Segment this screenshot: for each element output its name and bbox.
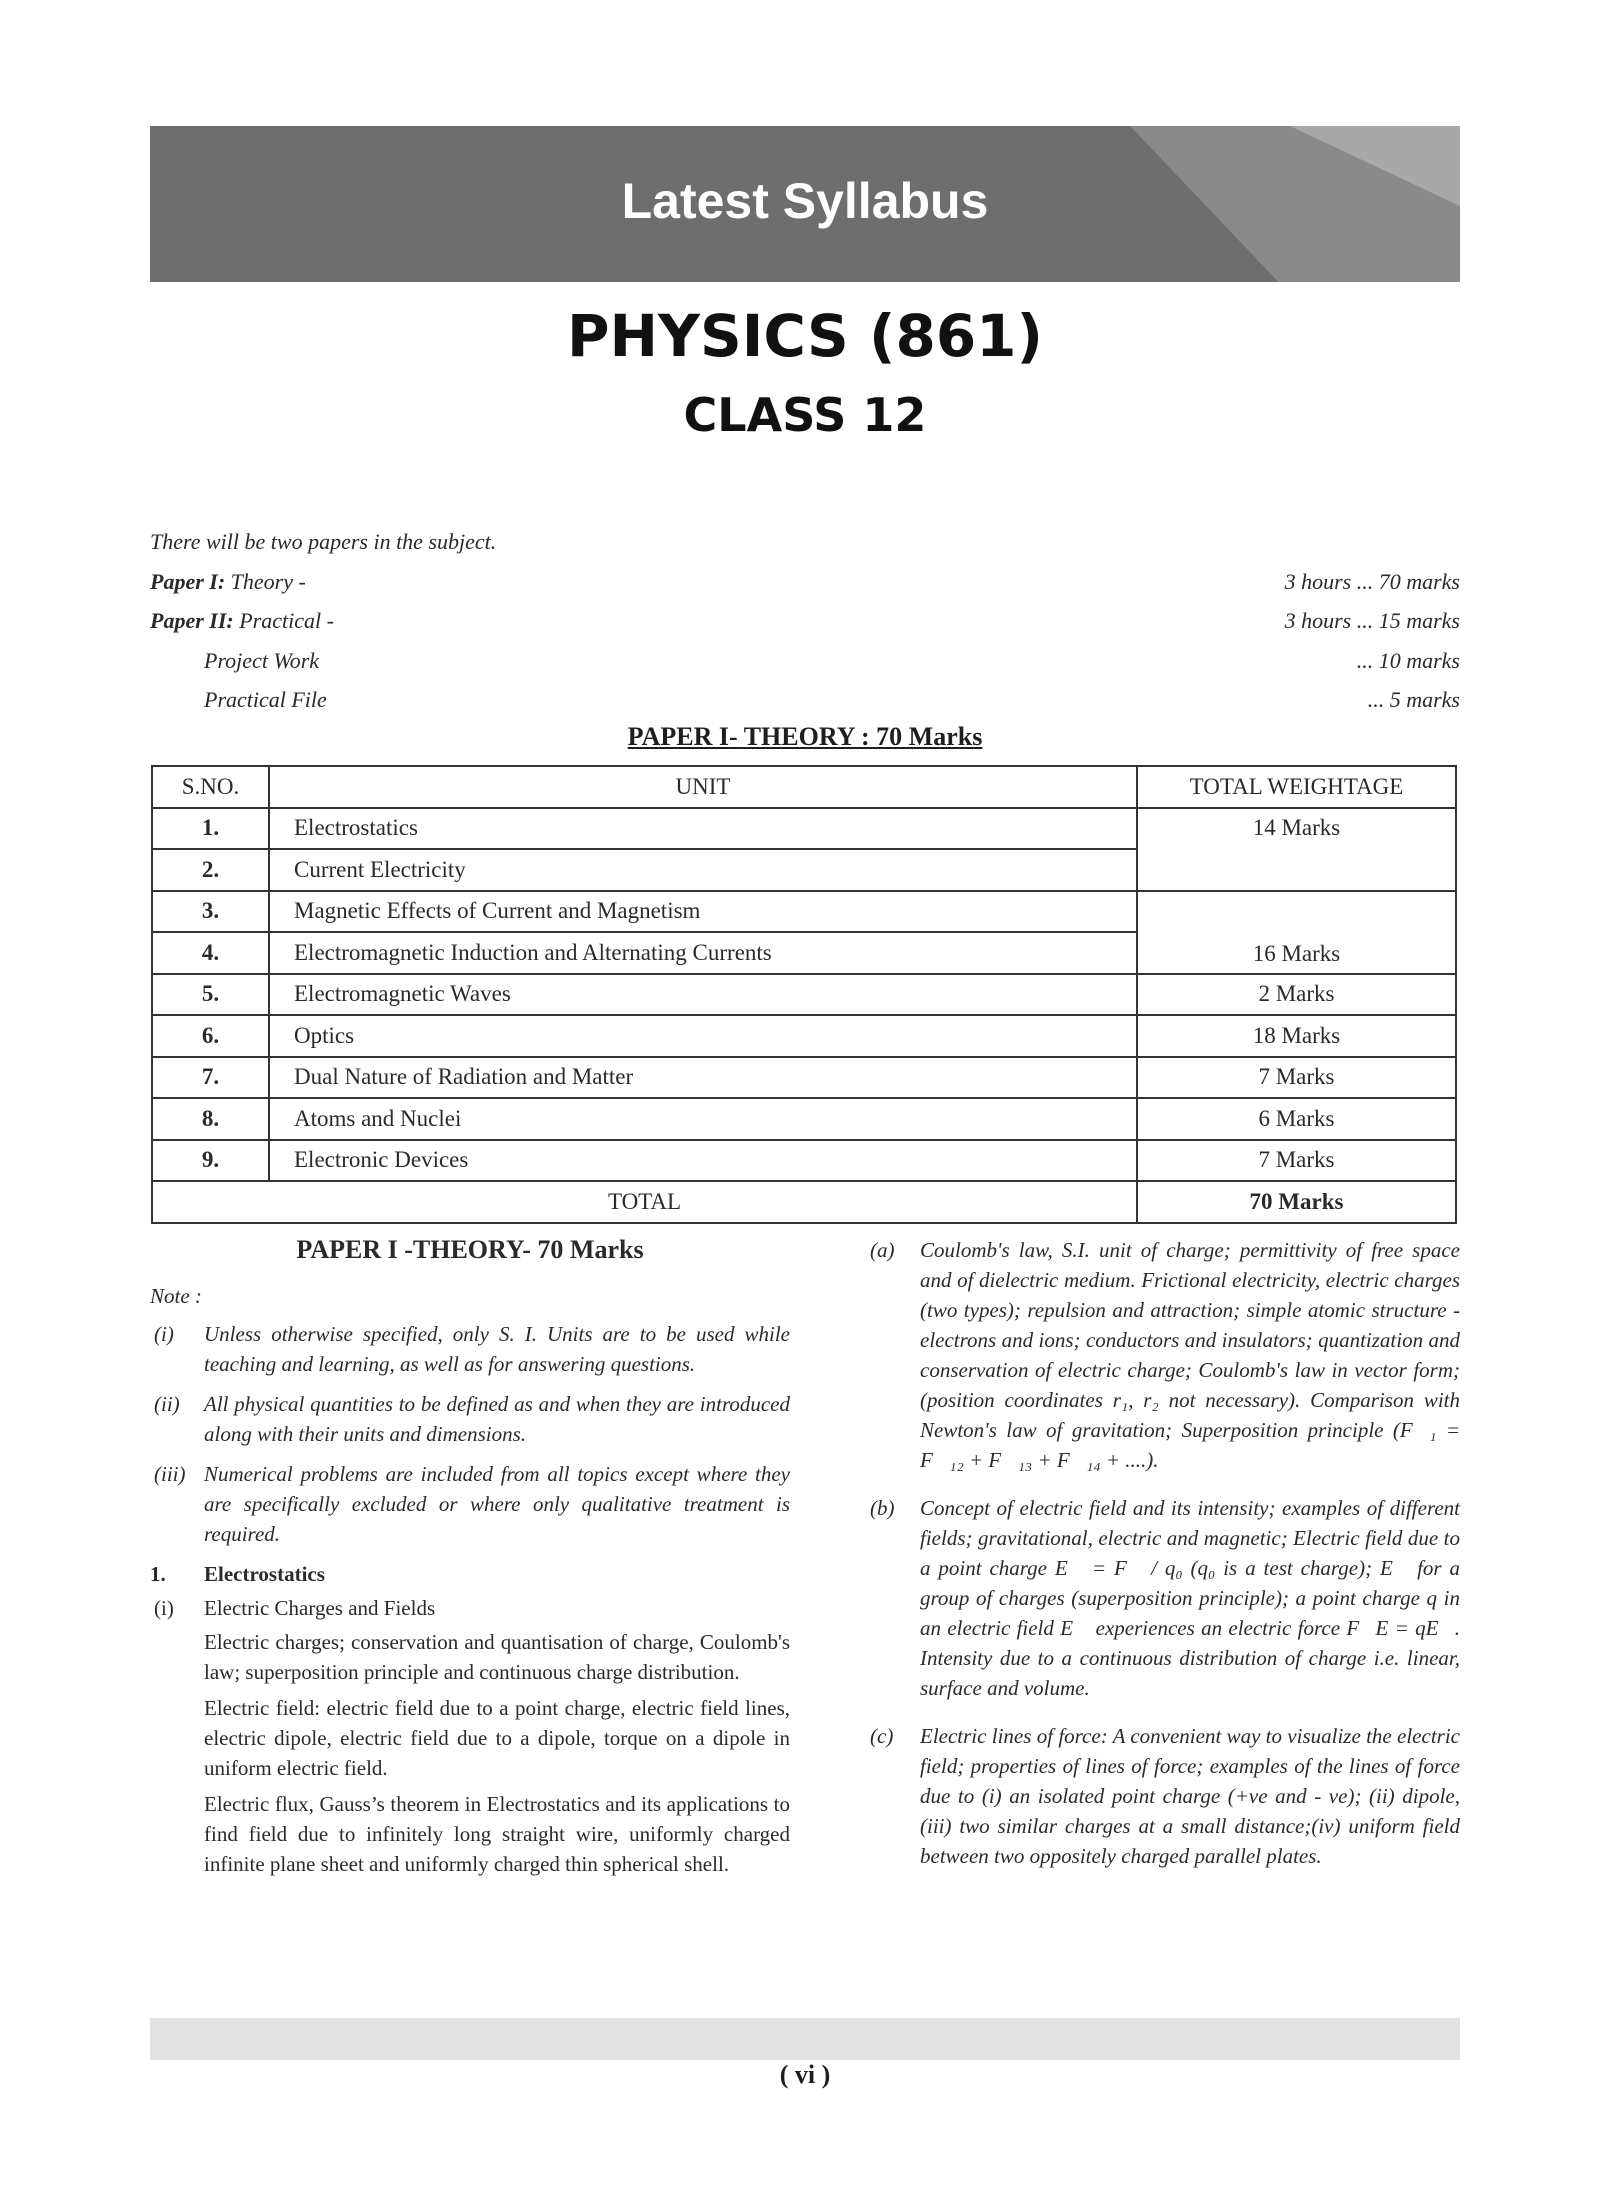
- topic-text: Coulomb's law, S.I. unit of charge; permittivity of free space and of dielectric medium. Frictional electricity, electric charges (two types); repulsion and attraction; simple atomic structure - electrons and ions; conductors and insulators; quantization and conservation of electric charge; Coulomb's law in vector form; (position coordinates r₁, r₂ not necessary). Comparison with Newton's law of gravitation; Superposition principle (F⃗₁ = F⃗₁₂ + F⃗₁₃ + F⃗₁₄ + ....).: [920, 1238, 1460, 1472]
- table-header-row: [152, 766, 1456, 808]
- row-weightage: 2 Marks: [1137, 974, 1456, 1016]
- paper-overview: [150, 522, 1460, 720]
- total-value: 70 Marks: [1137, 1181, 1456, 1223]
- project-name: Project Work: [204, 647, 320, 673]
- paper1-line: [150, 562, 1460, 602]
- subunit-title: Electric Charges and Fields: [204, 1596, 436, 1620]
- row-unit: Optics: [269, 1015, 1137, 1057]
- note-label: Note :: [150, 1284, 202, 1308]
- row-weightage: 6 Marks: [1137, 1098, 1456, 1140]
- table-row: [152, 1098, 1456, 1140]
- note-number: (iii): [154, 1462, 186, 1486]
- topic-text: Electric lines of force: A convenient way to visualize the electric field; properties of lines of force; examples of the lines of force due to (i) an isolated point charge (+ve and - ve); (ii) dipole, (iii) two similar charges at a small distance;(iv) uniform field between two oppositely charged parallel plates.: [920, 1724, 1460, 1868]
- subunit-heading: [150, 1593, 790, 1623]
- table-heading: PAPER I- THEORY : 70 Marks: [627, 722, 983, 751]
- table-row: [152, 891, 1456, 933]
- table-row: [152, 1140, 1456, 1182]
- subunit-number: (i): [154, 1596, 174, 1620]
- table-row: [152, 808, 1456, 850]
- footer-bar: [150, 2018, 1460, 2060]
- topic-number: (b): [870, 1496, 895, 1520]
- page-number: ( vi ): [779, 2060, 831, 2089]
- note-text: Numerical problems are included from all topics except where they are specifically excluded or where only qualitative treatment is required.: [204, 1462, 790, 1546]
- row-unit: Electrostatics: [269, 808, 1137, 850]
- row-sno: 2.: [152, 849, 269, 891]
- topic-item: [870, 1493, 1460, 1703]
- page-subtitle: CLASS 12: [683, 388, 927, 442]
- unit-number: 1.: [150, 1562, 166, 1586]
- unit-title: Electrostatics: [204, 1562, 325, 1586]
- row-unit: Electromagnetic Waves: [269, 974, 1137, 1016]
- project-line: [150, 641, 1460, 681]
- file-marks: ... 5 marks: [1367, 687, 1460, 712]
- row-unit: Current Electricity: [269, 849, 1137, 891]
- note-number: (i): [154, 1322, 174, 1346]
- row-unit: Magnetic Effects of Current and Magnetism: [269, 891, 1137, 933]
- paper2-name: Practical -: [233, 608, 334, 633]
- topic-item: [870, 1235, 1460, 1475]
- project-marks: ... 10 marks: [1356, 647, 1460, 673]
- row-sno: 7.: [152, 1057, 269, 1099]
- paper2-duration: 3 hours ... 15 marks: [1284, 608, 1460, 633]
- content-paragraph: Electric flux, Gauss’s theorem in Electrostatics and its applications to find field due to infinitely long straight wire, uniformly charged infinite plane sheet and uniformly charged thin spherical shell.: [204, 1792, 790, 1876]
- row-weightage: 18 Marks: [1137, 1015, 1456, 1057]
- row-sno: 8.: [152, 1098, 269, 1140]
- note-text: Unless otherwise specified, only S. I. Units are to be used while teaching and learning, as well as for answering questions.: [204, 1322, 790, 1376]
- note-item: [150, 1319, 790, 1379]
- page-title: PHYSICS (861): [566, 302, 1044, 370]
- note-text: All physical quantities to be defined as and when they are introduced along with their units and dimensions.: [204, 1392, 790, 1446]
- topic-item: [870, 1721, 1460, 1871]
- header-weightage: TOTAL WEIGHTAGE: [1137, 766, 1456, 808]
- header-banner: [150, 126, 1460, 282]
- row-unit: Dual Nature of Radiation and Matter: [269, 1057, 1137, 1099]
- note-item: [150, 1389, 790, 1449]
- content-paragraph: Electric charges; conservation and quantisation of charge, Coulomb's law; superposition principle and continuous charge distribution.: [204, 1630, 790, 1684]
- intro-line: [150, 522, 1460, 562]
- row-sno: 5.: [152, 974, 269, 1016]
- section-heading: PAPER I -THEORY- 70 Marks: [296, 1235, 644, 1264]
- row-weightage-group1: 14 Marks: [1137, 808, 1456, 891]
- left-column: [150, 1235, 790, 1885]
- row-sno: 6.: [152, 1015, 269, 1057]
- paper1-duration: 3 hours ... 70 marks: [1284, 568, 1460, 594]
- topic-number: (c): [870, 1724, 894, 1748]
- row-sno: 1.: [152, 808, 269, 850]
- row-weightage-group2: 16 Marks: [1137, 891, 1456, 974]
- row-weightage: 7 Marks: [1137, 1057, 1456, 1099]
- banner-title: Latest Syllabus: [621, 173, 989, 229]
- table-row: [152, 1015, 1456, 1057]
- total-label: TOTAL: [152, 1181, 1137, 1223]
- weightage-table: [151, 765, 1457, 1224]
- table-row: [152, 974, 1456, 1016]
- file-line: [150, 680, 1460, 720]
- paper2-line: [150, 601, 1460, 641]
- table-total-row: [152, 1181, 1456, 1223]
- row-unit: Electronic Devices: [269, 1140, 1137, 1182]
- file-name: Practical File: [204, 687, 327, 712]
- intro-text: There will be two papers in the subject.: [150, 529, 497, 554]
- header-unit: UNIT: [269, 766, 1137, 808]
- row-sno: 4.: [152, 932, 269, 974]
- header-sno: S.NO.: [152, 766, 269, 808]
- row-weightage: 7 Marks: [1137, 1140, 1456, 1182]
- note-item: [150, 1459, 790, 1549]
- row-unit: Electromagnetic Induction and Alternating Currents: [269, 932, 1137, 974]
- row-sno: 9.: [152, 1140, 269, 1182]
- topic-text: Concept of electric field and its intensity; examples of different fields; gravitational, electric and magnetic; Electric field due to a point charge E⃗ = F⃗ / q₀ (q₀ is a test charge); E⃗ for a group of charges (superposition principle); a point charge q in an electric field E⃗ experiences an electric force F⃗E = qE⃗. Intensity due to a continuous distribution of charge i.e. linear, surface and volume.: [920, 1496, 1460, 1700]
- paper2-label: Paper II:: [150, 608, 234, 633]
- note-number: (ii): [154, 1392, 180, 1416]
- paper1-label: Paper I:: [150, 568, 226, 594]
- paper1-name: Theory -: [225, 568, 306, 594]
- topic-number: (a): [870, 1238, 895, 1262]
- unit-heading: [150, 1559, 790, 1589]
- right-column: [870, 1235, 1460, 1889]
- table-row: [152, 1057, 1456, 1099]
- content-paragraph: Electric field: electric field due to a point charge, electric field lines, electric dipole, electric field due to a dipole, torque on a dipole in uniform electric field.: [204, 1696, 790, 1780]
- row-sno: 3.: [152, 891, 269, 933]
- row-unit: Atoms and Nuclei: [269, 1098, 1137, 1140]
